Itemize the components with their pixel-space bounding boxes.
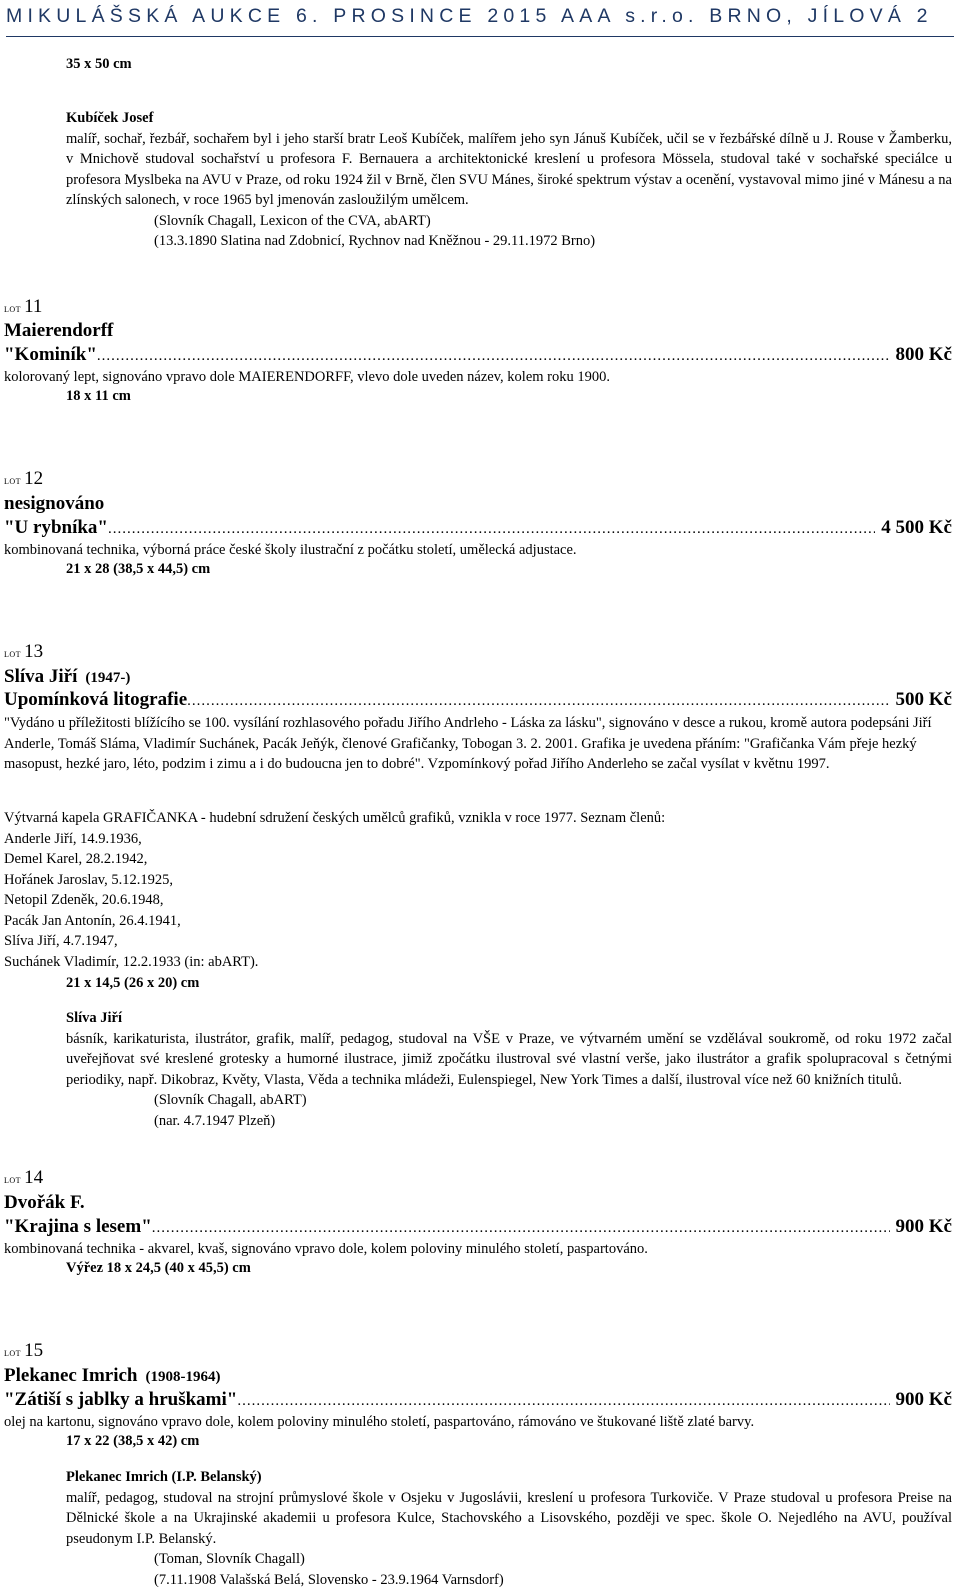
- bio-source: (Slovník Chagall, Lexicon of the CVA, abART): [154, 212, 431, 229]
- lot-title-line: [4, 1389, 952, 1411]
- bio-dates: (7.11.1908 Valašská Belá, Slovensko - 23.9.1964 Varnsdorf): [154, 1571, 504, 1588]
- bio-name: Plekanec Imrich (I.P. Belanský): [66, 1469, 262, 1485]
- lot-dims: 17 x 22 (38,5 x 42) cm: [66, 1433, 200, 1449]
- lot-price: 4 500 Kč: [881, 517, 952, 538]
- lot-title: "Kominík": [4, 344, 97, 365]
- member-item: Netopil Zdeněk, 20.6.1948,: [4, 892, 164, 908]
- lot-author-years: (1908-1964): [145, 1369, 221, 1385]
- lot-number-11: LOT 11: [4, 296, 43, 317]
- lot-number-12: LOT 12: [4, 468, 44, 489]
- lot-price: 900 Kč: [895, 1389, 952, 1410]
- lot-author: Dvořák F.: [4, 1192, 85, 1213]
- member-item: Anderle Jiří, 14.9.1936,: [4, 830, 142, 847]
- lot-description: olej na kartonu, signováno vpravo dole, kolem poloviny minulého století, paspartováno, rámováno ve štukované liště zlaté barvy.: [4, 1414, 755, 1430]
- lot-title-line: [4, 517, 952, 539]
- lot-description: kombinovaná technika - akvarel, kvaš, signováno vpravo dole, kolem poloviny minulého století, paspartováno.: [4, 1241, 648, 1257]
- lot-author-years: (1947-): [85, 670, 131, 686]
- lot-title: "Zátiší s jablky a hruškami": [4, 1389, 238, 1410]
- lot-description: kolorovaný lept, signováno vpravo dole MAIERENDORFF, vlevo dole uveden název, kolem roku 1900.: [4, 369, 610, 385]
- bio-text: básník, karikaturista, ilustrátor, grafik, malíř, pedagog, studoval na VŠE v Praze, ve výtvarném umění se vzdělával soukromě, od roku 1972 začal uveřejňovat své kreslené grotesky a humorné ilustrace, jimiž zpočátku ilustroval své vlastní verše, jako ilustrátor a grafik spolupracoval s četnými periodiky, např. Dikobraz, Květy, Vlasta, Věda a technika mládeži, Eulenspiegel, New York Times a další, ilustroval více než 60 knižních titulů.: [66, 1030, 952, 1088]
- lot-author: nesignováno: [4, 493, 105, 514]
- lot-title-line: [4, 344, 952, 366]
- bio-dates: (13.3.1890 Slatina nad Zdobnicí, Rychnov nad Kněžnou - 29.11.1972 Brno): [154, 233, 596, 249]
- header-rule: [6, 36, 954, 37]
- member-item: Slíva Jiří, 4.7.1947,: [4, 933, 118, 949]
- lot-description: kombinovaná technika, výborná práce české školy ilustrační z počátku století, umělecká adjustace.: [4, 542, 577, 558]
- lot-dims: 21 x 28 (38,5 x 44,5) cm: [66, 561, 211, 577]
- lot-number-14: LOT 14: [4, 1167, 44, 1188]
- member-item: Hořánek Jaroslav, 5.12.1925,: [4, 871, 173, 888]
- member-item: Demel Karel, 28.2.1942,: [4, 851, 148, 867]
- members-list: [4, 808, 952, 972]
- bio-name: Slíva Jiří: [66, 1010, 122, 1026]
- top-dims: 35 x 50 cm: [66, 56, 132, 72]
- page-header: MIKULÁŠSKÁ AUKCE 6. PROSINCE 2015 AAA s.r.o. BRNO, JÍLOVÁ 2: [6, 5, 933, 27]
- bio-source: (Slovník Chagall, abART): [154, 1092, 307, 1108]
- lot-author: Plekanec Imrich (1908-1964): [4, 1365, 221, 1386]
- lot-price: 900 Kč: [895, 1216, 952, 1237]
- member-item: Suchánek Vladimír, 12.2.1933 (in: abART).: [4, 953, 259, 970]
- lot-title: Upomínková litografie: [4, 689, 188, 710]
- members-intro: Výtvarná kapela GRAFIČANKA - hudební sdružení českých umělců grafiků, vznikla v roce 1977. Seznam členů:: [4, 810, 666, 826]
- lot-author: Slíva Jiří (1947-): [4, 666, 131, 687]
- lot-author: Maierendorff: [4, 320, 114, 341]
- member-item: Pacák Jan Antonín, 26.4.1941,: [4, 912, 181, 929]
- lot-title-line: [4, 689, 952, 711]
- lot-number-13: LOT 13: [4, 641, 44, 662]
- lot-title: "Krajina s lesem": [4, 1216, 152, 1237]
- lot-price: 800 Kč: [895, 344, 952, 365]
- lot-dims: 18 x 11 cm: [66, 388, 131, 404]
- bio-kubicek: [66, 108, 952, 252]
- bio-text: malíř, sochař, řezbář, sochařem byl i jeho starší bratr Leoš Kubíček, malířem jeho syn Jánuš Kubíček, učil se v řezbářské dílně u J. Rouse v Žamberku, v Mnichově studoval sochařství u profesora F. Bernauera a architektonické kreslení u profesora Mössela, studoval také v sochařské speciálce u profesora Myslbeka na AVU v Praze, od roku 1924 žil v Brně, člen SVU Mánes, široké spektrum výstav a ocenění, vystavoval mimo jiné v Mánesu a na zlínských salonech, v roce 1965 byl jmenován zasloužilým umělcem.: [66, 130, 952, 208]
- lot-title: "U rybníka": [4, 517, 108, 538]
- lot-dims: 21 x 14,5 (26 x 20) cm: [66, 975, 200, 991]
- lot-title-line: [4, 1216, 952, 1238]
- bio-sliva: [66, 1008, 952, 1131]
- bio-dates: (nar. 4.7.1947 Plzeň): [154, 1112, 276, 1129]
- bio-plekanec: [66, 1467, 952, 1590]
- bio-source: (Toman, Slovník Chagall): [154, 1551, 305, 1567]
- lot-price: 500 Kč: [895, 689, 952, 710]
- bio-text: malíř, pedagog, studoval na strojní průmyslové škole v Osjeku v Jugoslávii, kreslení u profesora Turkoviče. V Praze studoval u profesora Preise na Dělnické škole a na Ukrajinské akademii u profesora Kulce, Stachovského a Lisovského, později ve spec. škole O. Nejedlého na AVU, používal pseudonym I.P. Belanský.: [66, 1489, 952, 1547]
- bio-name: Kubíček Josef: [66, 110, 154, 126]
- lot-number-15: LOT 15: [4, 1340, 44, 1361]
- lot-dims: Výřez 18 x 24,5 (40 x 45,5) cm: [66, 1260, 251, 1276]
- lot-description: "Vydáno u příležitosti blížícího se 100. vysílání rozhlasového pořadu Jiřího Andrleho - Láska za lásku", signováno v desce a rukou, kromě autora podepsáni Jiří Anderle, Tomáš Sláma, Vladimír Suchánek, Pacák Jeňýk, členové Grafičanky, Tobogan 3. 2. 2001. Grafika je uvedena přáním: "Grafičanka Vám přeje hezký masopust, hezké jaro, léto, podzim i zimu a i do budoucna jen to dobré". Vzpomínkový pořad Jiřího Anderleho se začal vysílat v květnu 1997.: [4, 715, 932, 772]
